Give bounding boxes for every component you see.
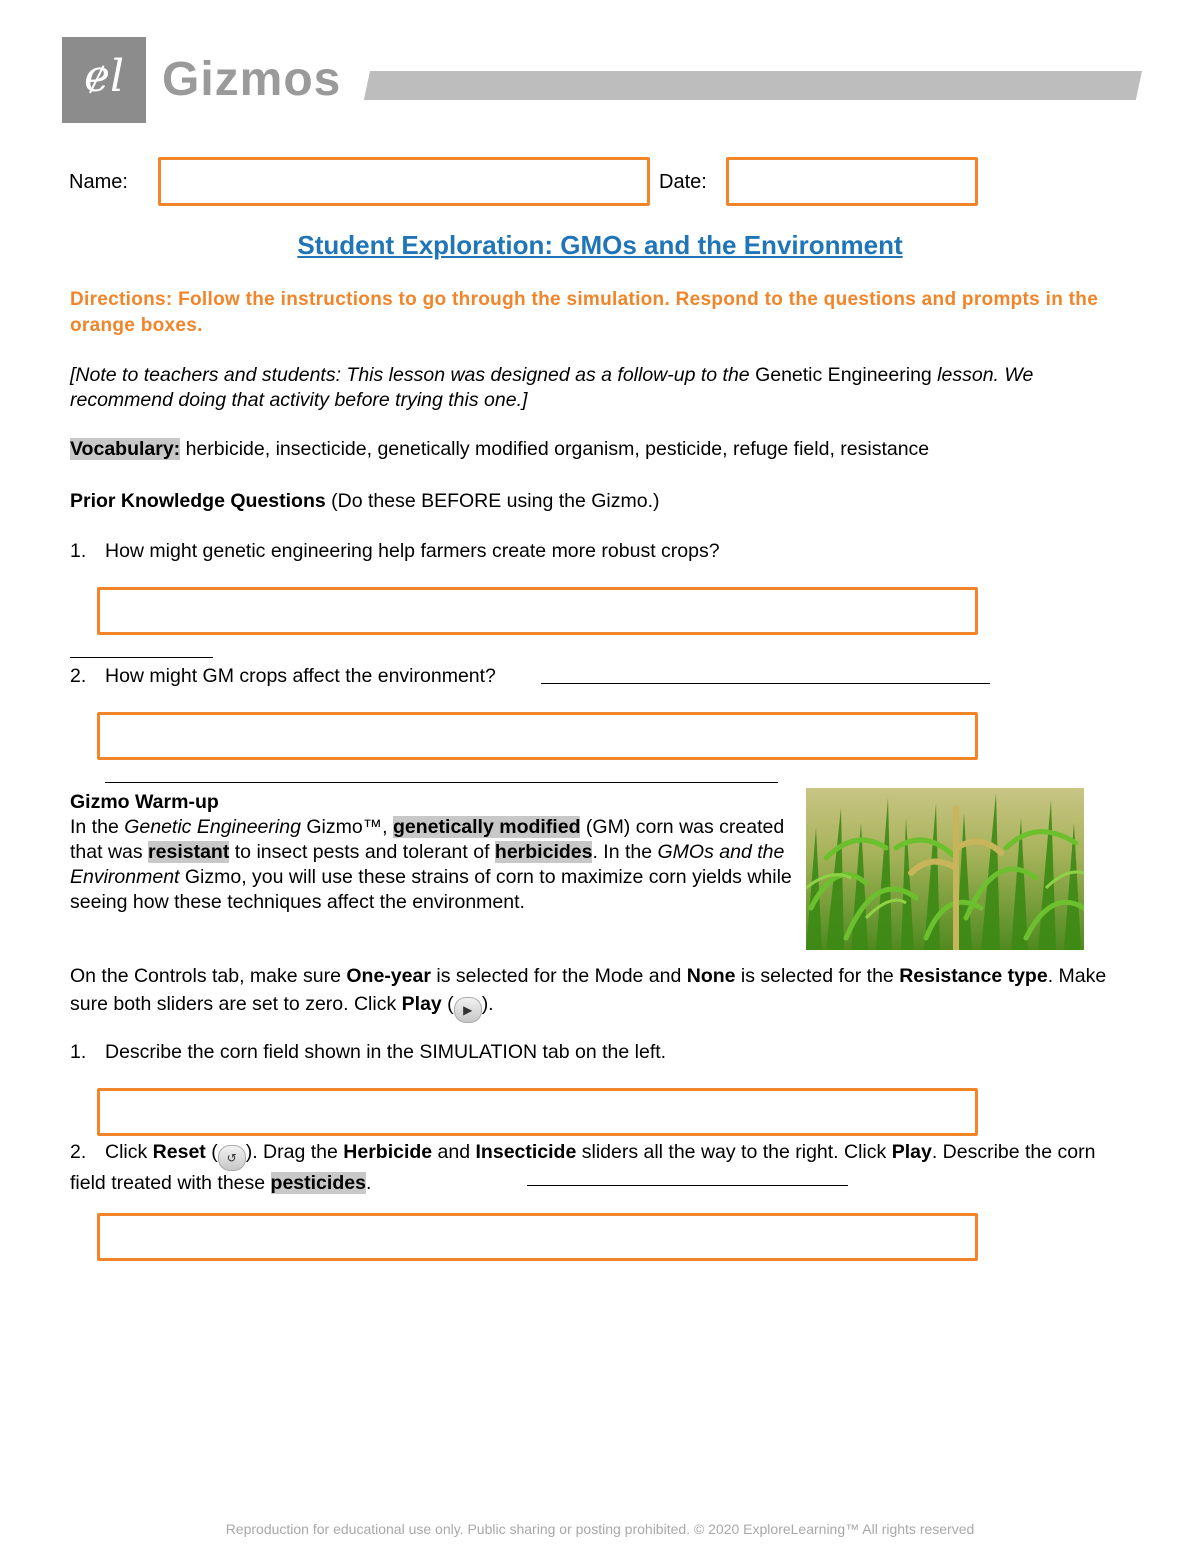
prior-answer-2-box[interactable] [97, 712, 978, 760]
warmup-question-1: 1. Describe the corn field shown in the SIMULATION tab on the left. [70, 1041, 667, 1063]
prior-question-2: 2. How might GM crops affect the environment? [70, 665, 496, 687]
vocabulary-label: Vocabulary: [70, 438, 181, 460]
controls-instructions: On the Controls tab, make sure One-year is selected for the Mode and None is selected for the Resistance type. Make sure both sliders are set to zero. Click Play ( ▶ ). [70, 962, 1130, 1023]
vocabulary: Vocabulary: herbicide, insecticide, genetically modified organism, pesticide, refuge field, resistance [70, 438, 930, 460]
name-field[interactable] [158, 157, 650, 206]
directions: Directions: Follow the instructions to go through the simulation. Respond to the questions and prompts in the orange boxes. [70, 289, 1099, 336]
page-title: Student Exploration: GMOs and the Environment [297, 230, 903, 260]
warmup-section: Gizmo Warm-up In the Genetic Engineering Gizmo™, genetically modified (GM) corn was created that was resistant to insect pests and tolerant of herbicides. In the GMOs and the Environment Gizmo, you will use these strains of corn to maximize corn yields while seeing how these techniques affect the environment. [70, 791, 792, 913]
prior-question-1: 1. How might genetic engineering help farmers create more robust crops? [70, 540, 720, 562]
header-stripe [364, 71, 1142, 100]
prior-knowledge-heading: Prior Knowledge Questions (Do these BEFORE using the Gizmo.) [70, 490, 660, 512]
footer-copyright: Reproduction for educational use only. Public sharing or posting prohibited. © 2020 ExploreLearning™ All rights reserved [225, 1521, 975, 1537]
answer-line [527, 1185, 848, 1186]
explorelearning-logo: ɇl [62, 37, 146, 123]
brand-name: Gizmos [162, 53, 342, 106]
prior-answer-1-box[interactable] [97, 587, 978, 635]
answer-line [541, 683, 990, 684]
answer-line [105, 782, 778, 783]
date-field[interactable] [726, 157, 978, 206]
warmup-question-2: 2. Click Reset ( ↺ ). Drag the Herbicide and Insecticide sliders all the way to the right. Click Play. Describe the corn field treated with these pesticides. [70, 1141, 1096, 1194]
name-label: Name: [69, 171, 128, 193]
play-icon: ▶ [454, 997, 482, 1023]
answer-line [70, 657, 213, 658]
warmup-heading: Gizmo Warm-up [70, 791, 219, 813]
corn-field-image [806, 788, 1084, 950]
teacher-note: [Note to teachers and students: This lesson was designed as a follow-up to the Genetic Engineering lesson. We recommend doing that activity before trying this one.] [70, 364, 1034, 411]
reset-icon: ↺ [218, 1145, 246, 1171]
date-label: Date: [659, 171, 707, 193]
warmup-answer-1-box[interactable] [97, 1088, 978, 1136]
warmup-answer-2-box[interactable] [97, 1213, 978, 1261]
